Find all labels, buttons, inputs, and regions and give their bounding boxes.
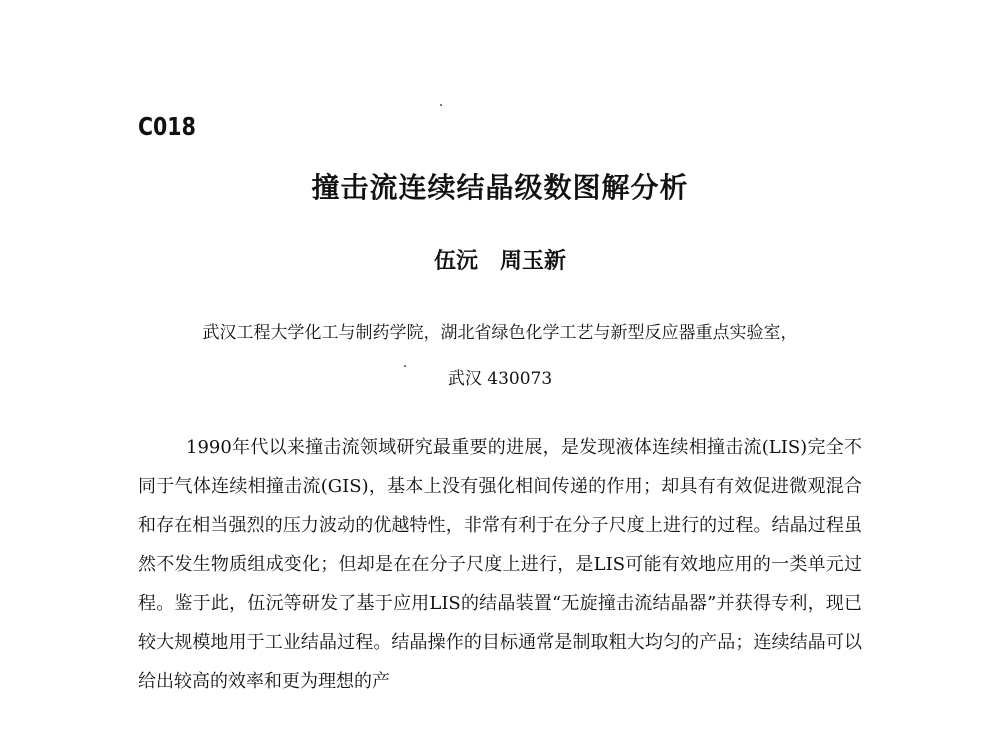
paper-code: C018 — [138, 112, 196, 141]
affiliation-line-1: 武汉工程大学化工与制药学院，湖北省绿色化学工艺与新型反应器重点实验室， — [202, 323, 798, 343]
paper-authors: 伍沅 周玉新 — [433, 249, 566, 274]
scan-speck — [440, 104, 442, 106]
paper-title: 撞击流连续结晶级数图解分析 — [311, 171, 689, 204]
abstract-paragraph: 1990年代以来撞击流领域研究最重要的进展，是发现液体连续相撞击流(LIS)完全不同于气体连续相撞击流(GIS)，基本上没有强化相间传递的作用；却具有有效促进微观混合和存在相当强烈的压力波动的优越特性，非常有利于在分子尺度上进行的过程。结晶过程虽然不发生物质组成变化；但却是在在分子尺度上进行，是LIS可能有效地应用的一类单元过程。鉴于此，伍沅等研发了基于应用LIS的结晶装置“无旋撞击流结晶器”并获得专利，现已较大规模地用于工业结晶过程。结晶操作的目标通常是制取粗大均匀的产品；连续结晶可以给出较高的效率和更为理想的产 — [138, 437, 862, 692]
affiliation-line-2: 武汉 430073 — [447, 369, 553, 389]
